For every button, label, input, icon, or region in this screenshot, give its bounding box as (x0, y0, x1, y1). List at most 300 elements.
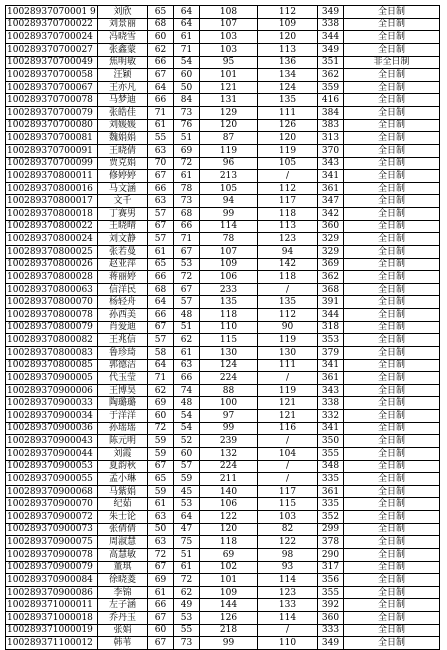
candidate-id-cell: 100289370900070 (6, 498, 98, 511)
total-score-cell: 355 (318, 447, 344, 460)
table-row (6, 523, 440, 536)
score-politics-cell: 58 (148, 346, 174, 359)
study-mode-cell: 全日制 (344, 334, 440, 347)
score-course1-cell: 99 (200, 637, 258, 650)
score-politics-cell: 60 (148, 624, 174, 637)
table-row (6, 359, 440, 372)
score-course1-cell: 106 (200, 271, 258, 284)
total-score-cell: 341 (318, 170, 344, 183)
candidate-id-cell: 100289370900053 (6, 460, 98, 473)
table-row (6, 574, 440, 587)
candidate-id-cell: 100289370700099 (6, 157, 98, 170)
candidate-id-cell: 100289371000018 (6, 612, 98, 625)
study-mode-cell: 全日制 (344, 144, 440, 157)
table-row (6, 637, 440, 650)
score-course2-cell: 111 (258, 107, 318, 120)
score-politics-cell: 60 (148, 410, 174, 423)
score-course2-cell: 119 (258, 384, 318, 397)
score-english-cell: 52 (174, 435, 200, 448)
score-course1-cell: 218 (200, 624, 258, 637)
score-course2-cell: / (258, 372, 318, 385)
score-english-cell: 73 (174, 195, 200, 208)
name-cell: 赵亚萍 (98, 258, 148, 271)
name-cell: 魏娟娟 (98, 132, 148, 145)
name-cell: 孙西美 (98, 309, 148, 322)
score-course1-cell: 122 (200, 511, 258, 524)
candidate-id-cell: 100289370700049 (6, 56, 98, 69)
study-mode-cell: 全日制 (344, 6, 440, 19)
score-course1-cell: 96 (200, 157, 258, 170)
score-course2-cell: 130 (258, 346, 318, 359)
score-politics-cell: 57 (148, 233, 174, 246)
score-english-cell: 62 (174, 586, 200, 599)
table-row (6, 334, 440, 347)
name-cell: 徐晓菱 (98, 574, 148, 587)
candidate-id-cell: 100289370900055 (6, 473, 98, 486)
score-course2-cell: 133 (258, 599, 318, 612)
score-course2-cell: 119 (258, 144, 318, 157)
total-score-cell: 351 (318, 56, 344, 69)
score-course1-cell: 97 (200, 410, 258, 423)
candidate-id-cell: 100289370800082 (6, 334, 98, 347)
name-cell: 文千 (98, 195, 148, 208)
name-cell: 马文涵 (98, 182, 148, 195)
candidate-id-cell: 100289370700078 (6, 94, 98, 107)
total-score-cell: 360 (318, 612, 344, 625)
table-row (6, 258, 440, 271)
study-mode-cell: 全日制 (344, 410, 440, 423)
total-score-cell: 338 (318, 18, 344, 31)
score-english-cell: 61 (174, 170, 200, 183)
study-mode-cell: 全日制 (344, 523, 440, 536)
name-cell: 刘欣 (98, 6, 148, 19)
score-course2-cell: / (258, 473, 318, 486)
table-row (6, 447, 440, 460)
score-course1-cell: 115 (200, 334, 258, 347)
score-politics-cell: 50 (148, 523, 174, 536)
score-course2-cell: 118 (258, 208, 318, 221)
score-english-cell: 45 (174, 485, 200, 498)
study-mode-cell: 全日制 (344, 18, 440, 31)
score-course1-cell: 144 (200, 599, 258, 612)
score-course2-cell: 121 (258, 397, 318, 410)
score-english-cell: 54 (174, 56, 200, 69)
score-politics-cell: 69 (148, 574, 174, 587)
score-english-cell: 53 (174, 498, 200, 511)
total-score-cell: 347 (318, 195, 344, 208)
total-score-cell: 313 (318, 132, 344, 145)
table-row (6, 612, 440, 625)
name-cell: 韩苇 (98, 637, 148, 650)
score-course1-cell: 103 (200, 31, 258, 44)
score-politics-cell: 66 (148, 94, 174, 107)
score-course2-cell: 121 (258, 410, 318, 423)
score-english-cell: 53 (174, 258, 200, 271)
study-mode-cell: 全日制 (344, 94, 440, 107)
table-row (6, 586, 440, 599)
score-course2-cell: 142 (258, 258, 318, 271)
name-cell: 张娟 (98, 624, 148, 637)
study-mode-cell: 全日制 (344, 511, 440, 524)
table-row (6, 170, 440, 183)
name-cell: 汪颖 (98, 69, 148, 82)
study-mode-cell: 全日制 (344, 69, 440, 82)
score-course1-cell: 99 (200, 422, 258, 435)
study-mode-cell: 全日制 (344, 372, 440, 385)
table-row (6, 271, 440, 284)
score-course2-cell: 112 (258, 6, 318, 19)
total-score-cell: 317 (318, 561, 344, 574)
score-course1-cell: 102 (200, 561, 258, 574)
name-cell: 张皓佳 (98, 107, 148, 120)
score-course2-cell: / (258, 283, 318, 296)
total-score-cell: 355 (318, 586, 344, 599)
score-course1-cell: 124 (200, 359, 258, 372)
score-english-cell: 48 (174, 309, 200, 322)
score-politics-cell: 69 (148, 397, 174, 410)
score-politics-cell: 68 (148, 283, 174, 296)
score-english-cell: 67 (174, 283, 200, 296)
score-politics-cell: 65 (148, 473, 174, 486)
total-score-cell: 344 (318, 31, 344, 44)
score-politics-cell: 59 (148, 485, 174, 498)
candidate-id-cell: 100289370800079 (6, 321, 98, 334)
score-course1-cell: 118 (200, 536, 258, 549)
score-politics-cell: 65 (148, 6, 174, 19)
score-politics-cell: 67 (148, 460, 174, 473)
score-politics-cell: 61 (148, 498, 174, 511)
name-cell: 修婷婷 (98, 170, 148, 183)
score-course1-cell: 121 (200, 81, 258, 94)
table-row (6, 321, 440, 334)
score-politics-cell: 57 (148, 208, 174, 221)
score-english-cell: 53 (174, 612, 200, 625)
study-mode-cell: 全日制 (344, 637, 440, 650)
table-row (6, 384, 440, 397)
candidate-id-cell: 10028937070001 9 (7, 6, 96, 17)
score-course1-cell: 87 (200, 132, 258, 145)
candidate-id-cell: 100289370800028 (6, 271, 98, 284)
score-english-cell: 64 (174, 18, 200, 31)
score-english-cell: 55 (174, 624, 200, 637)
name-cell: 王晓倩 (98, 144, 148, 157)
score-course2-cell: 124 (258, 81, 318, 94)
study-mode-cell: 全日制 (344, 536, 440, 549)
study-mode-cell: 全日制 (344, 296, 440, 309)
candidate-id-cell: 100289370700027 (6, 43, 98, 56)
score-politics-cell: 72 (148, 422, 174, 435)
study-mode-cell: 全日制 (344, 460, 440, 473)
candidate-id-cell: 100289370900044 (6, 447, 98, 460)
total-score-cell: 361 (318, 485, 344, 498)
candidate-id-cell: 100289370900086 (6, 586, 98, 599)
score-course1-cell: 118 (200, 309, 258, 322)
name-cell: 马梦迪 (98, 94, 148, 107)
candidate-id-cell: 100289370900072 (6, 511, 98, 524)
score-english-cell: 54 (174, 422, 200, 435)
study-mode-cell: 全日制 (344, 473, 440, 486)
candidate-id-cell: 100289370700079 (6, 107, 98, 120)
score-course1-cell: 119 (200, 144, 258, 157)
name-cell: 马紫娟 (98, 485, 148, 498)
study-mode-cell: 全日制 (344, 485, 440, 498)
candidate-id-cell: 100289371000011 (6, 599, 98, 612)
total-score-cell: 416 (318, 94, 344, 107)
name-cell: 焦明敏 (98, 56, 148, 69)
score-politics-cell: 63 (148, 536, 174, 549)
score-english-cell: 64 (174, 511, 200, 524)
score-politics-cell: 67 (148, 170, 174, 183)
study-mode-cell: 全日制 (344, 132, 440, 145)
score-course1-cell: 135 (200, 296, 258, 309)
score-course1-cell: 126 (200, 612, 258, 625)
score-english-cell: 64 (174, 6, 200, 19)
score-english-cell: 68 (174, 208, 200, 221)
candidate-id-cell: 100289370900036 (6, 422, 98, 435)
score-course1-cell: 213 (200, 170, 258, 183)
name-cell: 于洋洋 (98, 410, 148, 423)
total-score-cell: 384 (318, 107, 344, 120)
score-course1-cell: 101 (200, 69, 258, 82)
table-row (6, 157, 440, 170)
name-cell: 纪茹 (98, 498, 148, 511)
score-course1-cell: 94 (200, 195, 258, 208)
candidate-id-cell: 100289370900034 (6, 410, 98, 423)
table-row (6, 31, 440, 44)
table-row (6, 460, 440, 473)
total-score-cell: 370 (318, 144, 344, 157)
name-cell: 董琪 (98, 561, 148, 574)
name-cell: 信洋民 (98, 283, 148, 296)
study-mode-cell: 全日制 (344, 435, 440, 448)
score-course1-cell: 78 (200, 233, 258, 246)
score-course1-cell: 95 (200, 56, 258, 69)
score-english-cell: 51 (174, 548, 200, 561)
total-score-cell: 343 (318, 157, 344, 170)
score-course2-cell: 98 (258, 548, 318, 561)
score-course1-cell: 69 (200, 548, 258, 561)
score-politics-cell: 64 (148, 359, 174, 372)
name-cell: 乔丹玉 (98, 612, 148, 625)
total-score-cell: 362 (318, 69, 344, 82)
score-politics-cell: 64 (148, 81, 174, 94)
name-cell: 鲁珍琦 (98, 346, 148, 359)
score-politics-cell: 59 (148, 435, 174, 448)
study-mode-cell: 全日制 (344, 612, 440, 625)
study-mode-cell: 全日制 (344, 359, 440, 372)
score-course2-cell: 112 (258, 309, 318, 322)
score-course1-cell: 105 (200, 182, 258, 195)
table-row (6, 422, 440, 435)
score-english-cell: 72 (174, 157, 200, 170)
score-english-cell: 78 (174, 182, 200, 195)
table-row (6, 397, 440, 410)
score-politics-cell: 67 (148, 637, 174, 650)
score-english-cell: 54 (174, 410, 200, 423)
name-cell: 蒋丽婷 (98, 271, 148, 284)
candidate-id-cell: 100289370900075 (6, 536, 98, 549)
score-course2-cell: 120 (258, 132, 318, 145)
score-english-cell: 51 (174, 132, 200, 145)
candidate-id-cell: 100289370700022 (6, 18, 98, 31)
total-score-cell: 356 (318, 574, 344, 587)
study-mode-cell: 全日制 (344, 422, 440, 435)
score-course1-cell: 109 (200, 258, 258, 271)
candidate-id-cell: 100289370800011 (6, 170, 98, 183)
total-score-cell: 348 (318, 460, 344, 473)
table-row (6, 233, 440, 246)
score-table (5, 5, 440, 650)
name-cell: 丁赛男 (98, 208, 148, 221)
table-row (6, 283, 440, 296)
score-politics-cell: 59 (148, 447, 174, 460)
score-course1-cell: 106 (200, 498, 258, 511)
score-course1-cell: 108 (200, 6, 258, 19)
score-course2-cell: 118 (258, 271, 318, 284)
score-english-cell: 66 (174, 372, 200, 385)
candidate-id-cell: 100289370800022 (6, 220, 98, 233)
score-english-cell: 57 (174, 296, 200, 309)
candidate-id-cell: 100289370800063 (6, 283, 98, 296)
score-english-cell: 60 (174, 69, 200, 82)
name-cell: 孙瑶瑶 (98, 422, 148, 435)
candidate-id-cell: 100289370800017 (6, 195, 98, 208)
score-course1-cell: 132 (200, 447, 258, 460)
name-cell: 王亦凡 (98, 81, 148, 94)
score-english-cell: 59 (174, 473, 200, 486)
total-score-cell: 335 (318, 498, 344, 511)
candidate-id-cell: 100289370800025 (6, 245, 98, 258)
score-course2-cell: 112 (258, 182, 318, 195)
total-score-cell: 341 (318, 422, 344, 435)
score-politics-cell: 64 (148, 296, 174, 309)
score-politics-cell: 71 (148, 372, 174, 385)
score-english-cell: 61 (174, 31, 200, 44)
score-course2-cell: 115 (258, 498, 318, 511)
study-mode-cell: 全日制 (344, 271, 440, 284)
total-score-cell: 361 (318, 182, 344, 195)
study-mode-cell: 全日制 (344, 233, 440, 246)
score-english-cell: 67 (174, 245, 200, 258)
score-course2-cell: 135 (258, 296, 318, 309)
total-score-cell: 338 (318, 397, 344, 410)
candidate-id-cell: 100289370800083 (6, 346, 98, 359)
score-course1-cell: 120 (200, 119, 258, 132)
name-cell: 刘文静 (98, 233, 148, 246)
study-mode-cell: 全日制 (344, 498, 440, 511)
score-course2-cell: / (258, 435, 318, 448)
study-mode-cell: 全日制 (344, 599, 440, 612)
candidate-id-cell: 100289370700080 (6, 119, 98, 132)
score-english-cell: 84 (174, 94, 200, 107)
study-mode-cell: 全日制 (344, 245, 440, 258)
score-politics-cell: 60 (148, 31, 174, 44)
name-cell: 刘媛媛 (98, 119, 148, 132)
score-english-cell: 48 (174, 397, 200, 410)
total-score-cell: 299 (318, 523, 344, 536)
study-mode-cell: 全日制 (344, 43, 440, 56)
score-english-cell: 73 (174, 637, 200, 650)
table-row (6, 296, 440, 309)
total-score-cell: 378 (318, 536, 344, 549)
study-mode-cell: 全日制 (344, 208, 440, 221)
total-score-cell: 329 (318, 233, 344, 246)
candidate-id-cell: 100289371000019 (6, 624, 98, 637)
total-score-cell: 343 (318, 384, 344, 397)
score-course2-cell: 116 (258, 422, 318, 435)
score-english-cell: 71 (174, 43, 200, 56)
score-course2-cell: 94 (258, 245, 318, 258)
total-score-cell: 361 (318, 372, 344, 385)
table-row (6, 195, 440, 208)
score-course2-cell: 111 (258, 359, 318, 372)
study-mode-cell: 全日制 (344, 397, 440, 410)
study-mode-cell: 全日制 (344, 107, 440, 120)
candidate-id-cell: 100289370800085 (6, 359, 98, 372)
candidate-id-cell: 100289370900078 (6, 548, 98, 561)
total-score-cell: 342 (318, 208, 344, 221)
score-english-cell: 51 (174, 321, 200, 334)
candidate-id-cell: 100289370800018 (6, 208, 98, 221)
score-course1-cell: 109 (200, 586, 258, 599)
table-row (6, 561, 440, 574)
score-course2-cell: 113 (258, 220, 318, 233)
table-row (6, 548, 440, 561)
candidate-id-cell: 100289370800070 (6, 296, 98, 309)
score-course1-cell: 224 (200, 460, 258, 473)
study-mode-cell: 全日制 (344, 561, 440, 574)
score-politics-cell: 63 (148, 511, 174, 524)
score-course1-cell: 114 (200, 220, 258, 233)
name-cell: 陈元明 (98, 435, 148, 448)
score-politics-cell: 63 (148, 195, 174, 208)
name-cell: 陶璐璐 (98, 397, 148, 410)
total-score-cell: 368 (318, 283, 344, 296)
table-row (6, 43, 440, 56)
score-course1-cell: 211 (200, 473, 258, 486)
score-course1-cell: 107 (200, 18, 258, 31)
score-course1-cell: 88 (200, 384, 258, 397)
table-row (6, 511, 440, 524)
score-course1-cell: 107 (200, 245, 258, 258)
name-cell: 夏韵秋 (98, 460, 148, 473)
score-course2-cell: / (258, 460, 318, 473)
study-mode-cell: 全日制 (344, 321, 440, 334)
table-row (6, 56, 440, 69)
score-course2-cell: 123 (258, 586, 318, 599)
score-course2-cell: / (258, 624, 318, 637)
study-mode-cell: 全日制 (344, 31, 440, 44)
total-score-cell: 349 (318, 43, 344, 56)
score-politics-cell: 72 (148, 548, 174, 561)
table-row (6, 485, 440, 498)
study-mode-cell: 全日制 (344, 574, 440, 587)
score-english-cell: 73 (174, 107, 200, 120)
score-politics-cell: 61 (148, 245, 174, 258)
table-row (6, 410, 440, 423)
study-mode-cell: 全日制 (344, 220, 440, 233)
table-row (6, 132, 440, 145)
candidate-id-cell: 100289370700024 (6, 31, 98, 44)
study-mode-cell: 全日制 (344, 384, 440, 397)
score-course2-cell: 123 (258, 233, 318, 246)
total-score-cell: 335 (318, 473, 344, 486)
total-score-cell: 359 (318, 81, 344, 94)
table-row (6, 372, 440, 385)
name-cell: 张鑫蒙 (98, 43, 148, 56)
name-cell: 王博昊 (98, 384, 148, 397)
score-course2-cell: 114 (258, 612, 318, 625)
